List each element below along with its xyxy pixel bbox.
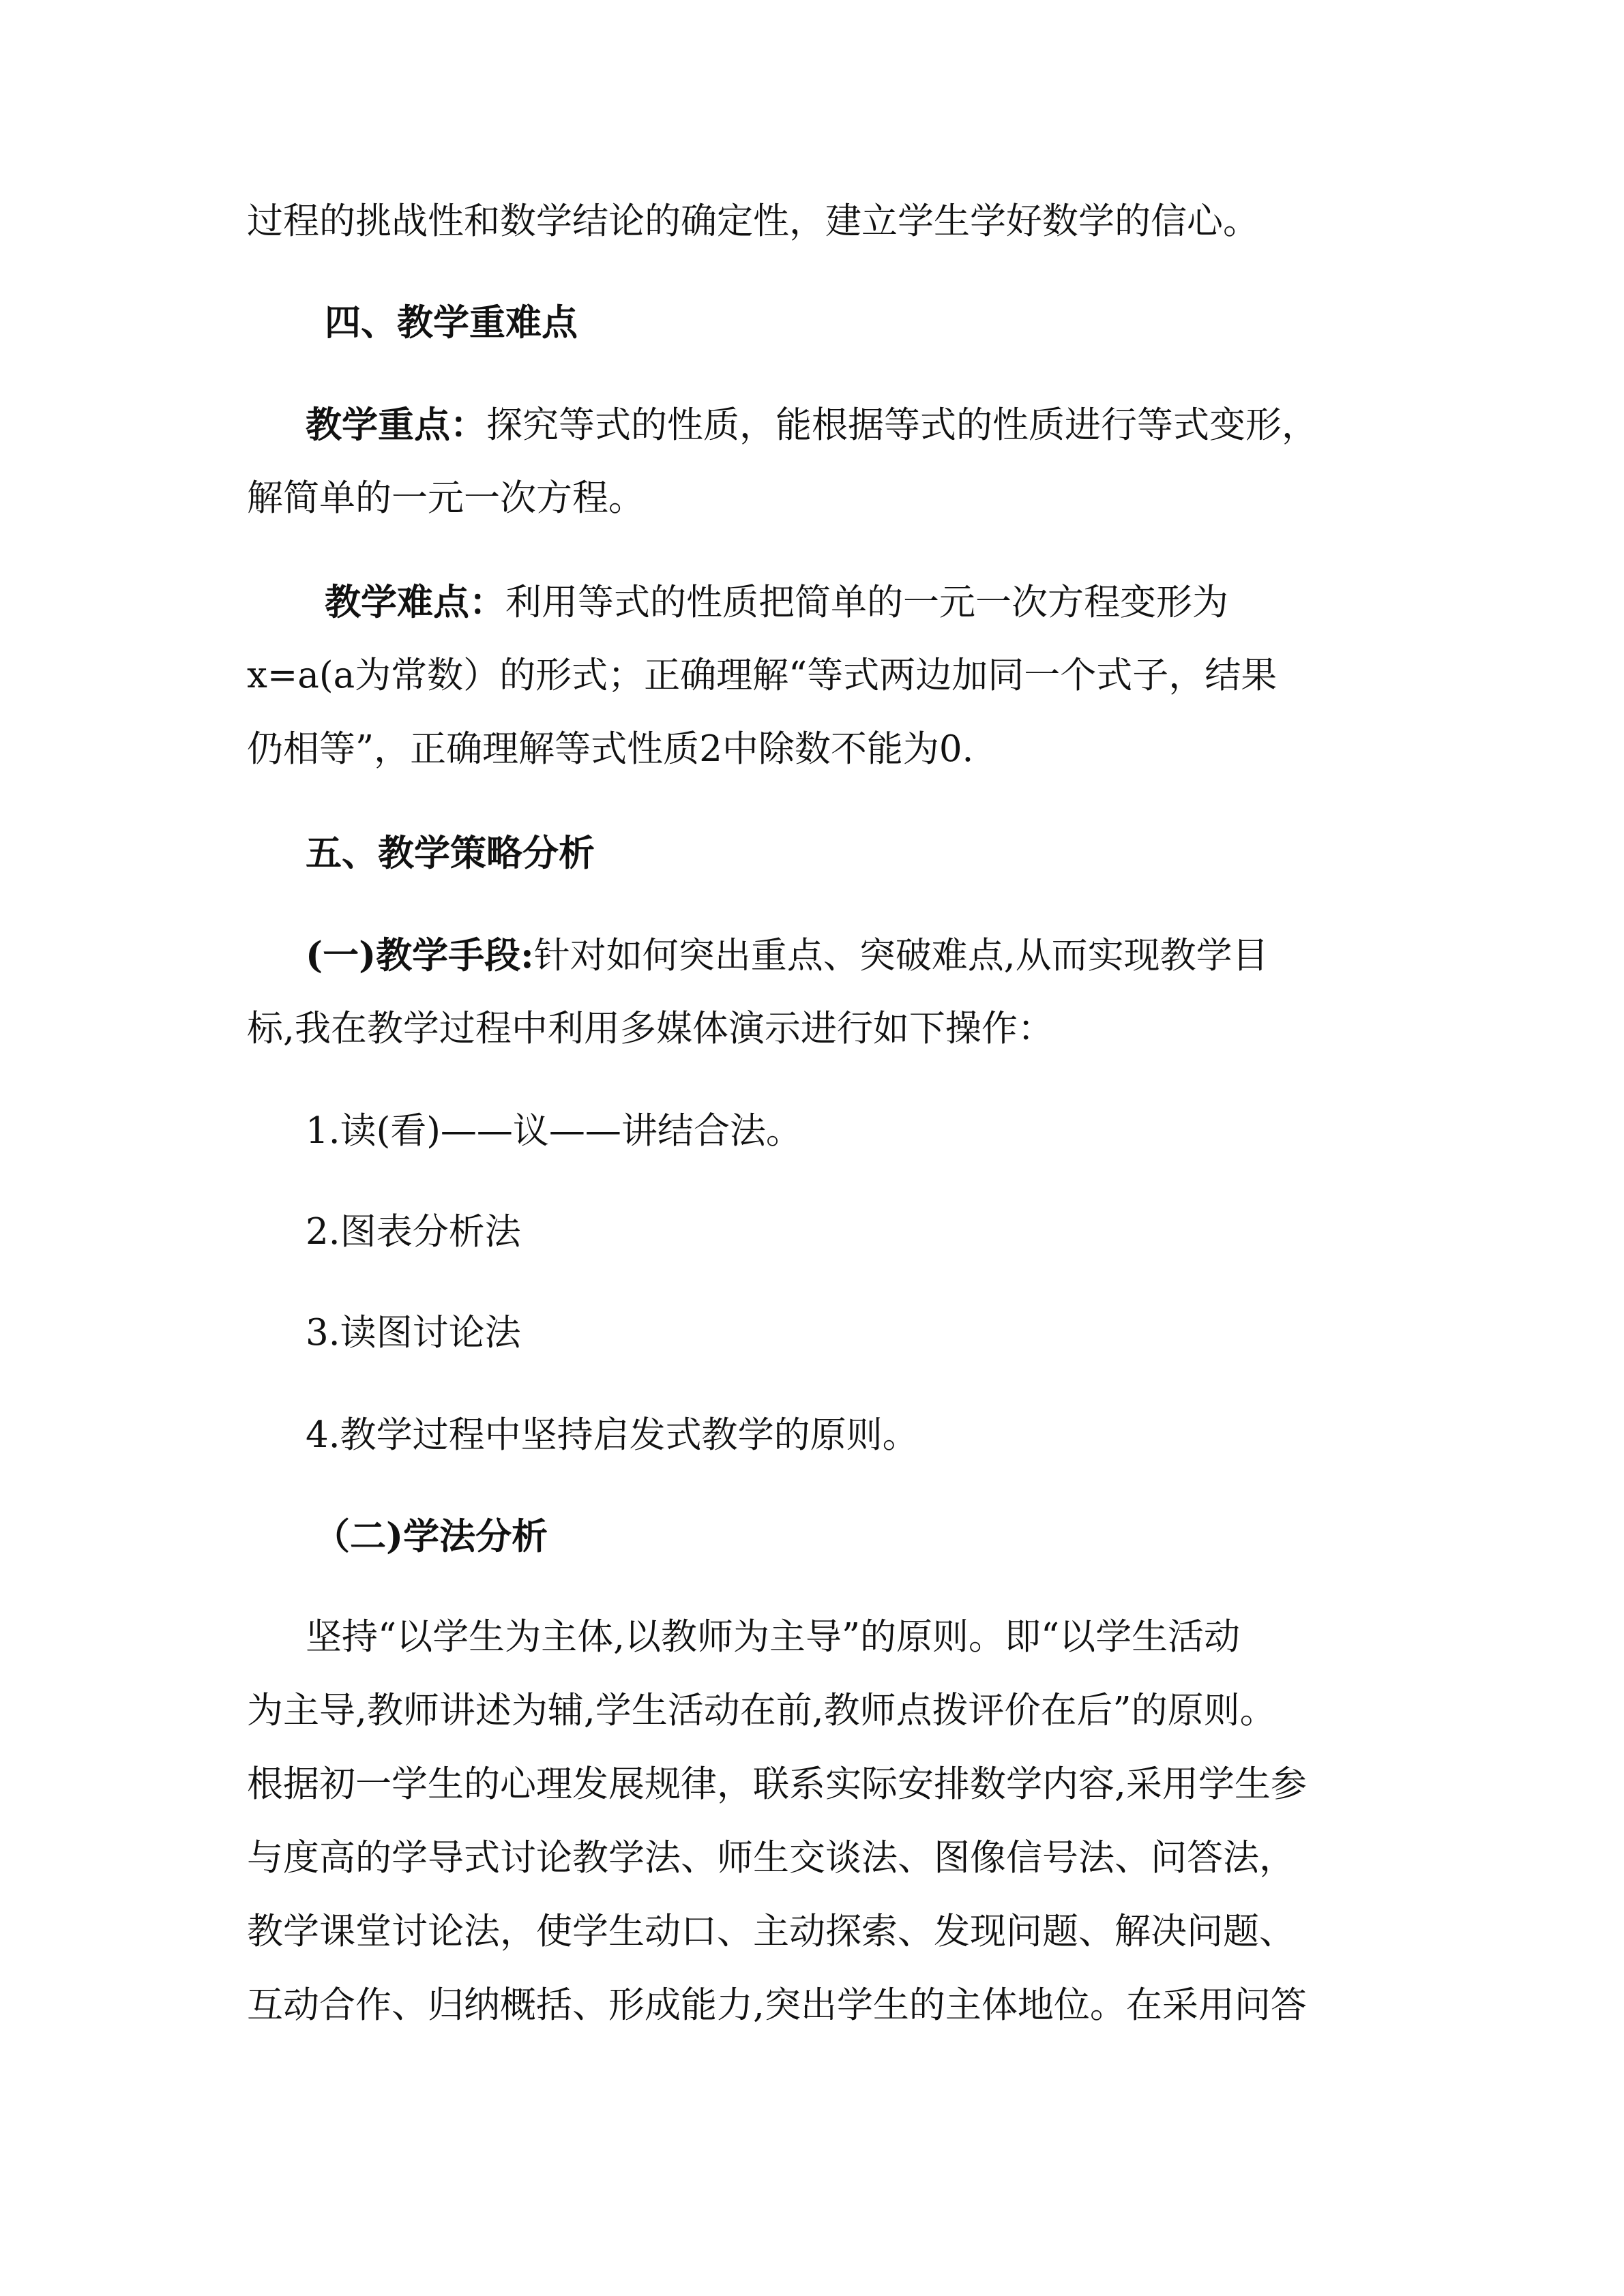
means-line-1 <box>306 931 1269 980</box>
study-paragraph-line-2: 为主导,教师讲述为辅,学生活动在前,教师点拨评价在后”的原则。 <box>247 1690 1276 1731</box>
means-label: (一)教学手段: <box>306 934 534 976</box>
method-item-1: 1.读(看)——议——讲结合法。 <box>306 1110 802 1152</box>
study-paragraph-line-6: 互动合作、归纳概括、形成能力,突出学生的主体地位。在采用问答 <box>247 1984 1307 2026</box>
section-5-heading: 五、教学策略分析 <box>306 832 595 874</box>
study-paragraph-line-4: 与度高的学导式讨论教学法、师生交谈法、图像信号法、问答法， <box>247 1837 1295 1879</box>
study-paragraph-line-3: 根据初一学生的心理发展规律，联系实际安排数学内容,采用学生参 <box>247 1763 1307 1805</box>
focus-label: 教学重点： <box>306 404 486 446</box>
method-item-4: 4.教学过程中坚持启发式教学的原则。 <box>306 1414 919 1456</box>
means-text: 针对如何突出重点、突破难点,从而实现教学目 <box>533 935 1269 976</box>
difficulty-line-3: 仍相等”，正确理解等式性质2中除数不能为0. <box>247 728 974 770</box>
means-line-2: 标,我在教学过程中利用多媒体演示进行如下操作： <box>247 1008 1054 1049</box>
intro-tail-line: 过程的挑战性和数学结论的确定性，建立学生学好数学的信心。 <box>247 200 1259 242</box>
difficulty-label: 教学难点： <box>325 581 505 623</box>
section-4-heading: 四、教学重难点 <box>325 301 578 344</box>
study-paragraph-line-5: 教学课堂讨论法，使学生动口、主动探索、发现问题、解决问题、 <box>247 1911 1295 1952</box>
focus-text: 探究等式的性质，能根据等式的性质进行等式变形， <box>486 404 1318 446</box>
study-paragraph-line-1: 坚持“以学生为主体,以教师为主导”的原则。即“以学生活动 <box>306 1616 1241 1658</box>
focus-line-2: 解简单的一元一次方程。 <box>247 477 645 519</box>
study-method-heading: （二)学法分析 <box>314 1515 548 1557</box>
focus-line-1 <box>306 401 1318 449</box>
method-item-3: 3.读图讨论法 <box>306 1312 521 1354</box>
difficulty-text: 利用等式的性质把简单的一元一次方程变形为 <box>505 582 1228 623</box>
method-item-2: 2.图表分析法 <box>306 1211 521 1253</box>
difficulty-line-2: x=a(a为常数）的形式；正确理解“等式两边加同一个式子，结果 <box>247 655 1278 696</box>
difficulty-line-1 <box>325 578 1228 627</box>
